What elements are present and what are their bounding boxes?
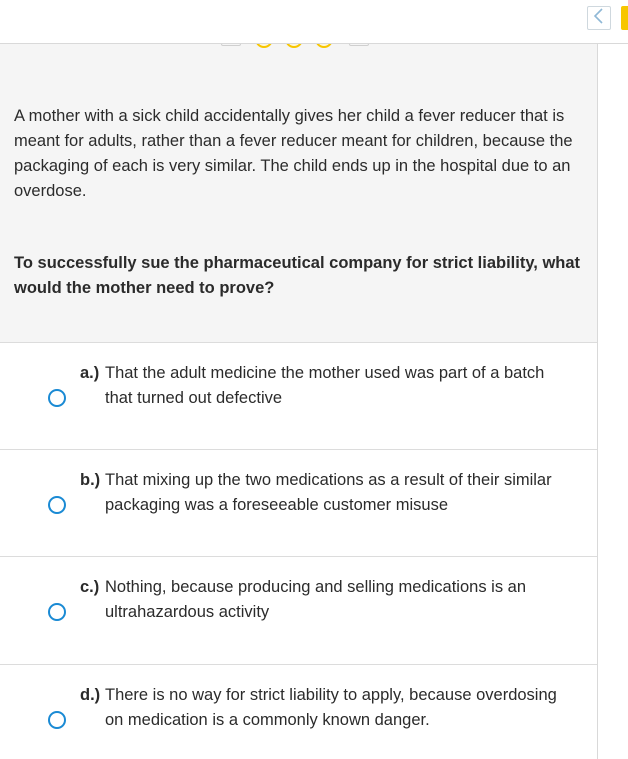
- progress-step-box: [349, 44, 369, 46]
- progress-step-dot: [285, 44, 303, 48]
- option-letter: b.): [80, 471, 101, 489]
- radio-button[interactable]: [48, 389, 66, 407]
- answer-option-d[interactable]: [0, 665, 597, 759]
- radio-button[interactable]: [48, 603, 66, 621]
- option-letter: a.): [80, 364, 100, 382]
- radio-button[interactable]: [48, 496, 66, 514]
- progress-step-dot: [315, 44, 333, 48]
- question-scenario: A mother with a sick child accidentally gives her child a fever reducer that is meant for adults, rather than a fever reducer meant for children, because the packaging of each is very similar. The child ends up in the hospital due to an overdose.: [14, 107, 573, 200]
- progress-step-dot: [255, 44, 273, 48]
- answer-option-a[interactable]: [0, 343, 597, 450]
- question-card: [0, 44, 597, 343]
- progress-indicator: [0, 44, 628, 50]
- top-bar: [0, 0, 628, 44]
- back-button[interactable]: [587, 6, 611, 30]
- option-letter: d.): [80, 686, 101, 704]
- accent-tab[interactable]: [621, 6, 628, 30]
- answer-option-b[interactable]: [0, 450, 597, 557]
- question-panel: [0, 44, 598, 759]
- answer-option-c[interactable]: [0, 557, 597, 665]
- option-text: That mixing up the two medications as a result of their similar packaging was a foreseeable customer misuse: [105, 471, 552, 514]
- progress-step-box: [221, 44, 241, 46]
- chevron-left-icon: [593, 8, 605, 29]
- option-text: That the adult medicine the mother used was part of a batch that turned out defective: [105, 364, 545, 407]
- option-letter: c.): [80, 578, 100, 596]
- option-text: There is no way for strict liability to apply, because overdosing on medication is a commonly known danger.: [105, 686, 557, 729]
- option-text: Nothing, because producing and selling medications is an ultrahazardous activity: [105, 578, 527, 621]
- radio-button[interactable]: [48, 711, 66, 729]
- question-prompt: To successfully sue the pharmaceutical company for strict liability, what would the mother need to prove?: [14, 254, 581, 297]
